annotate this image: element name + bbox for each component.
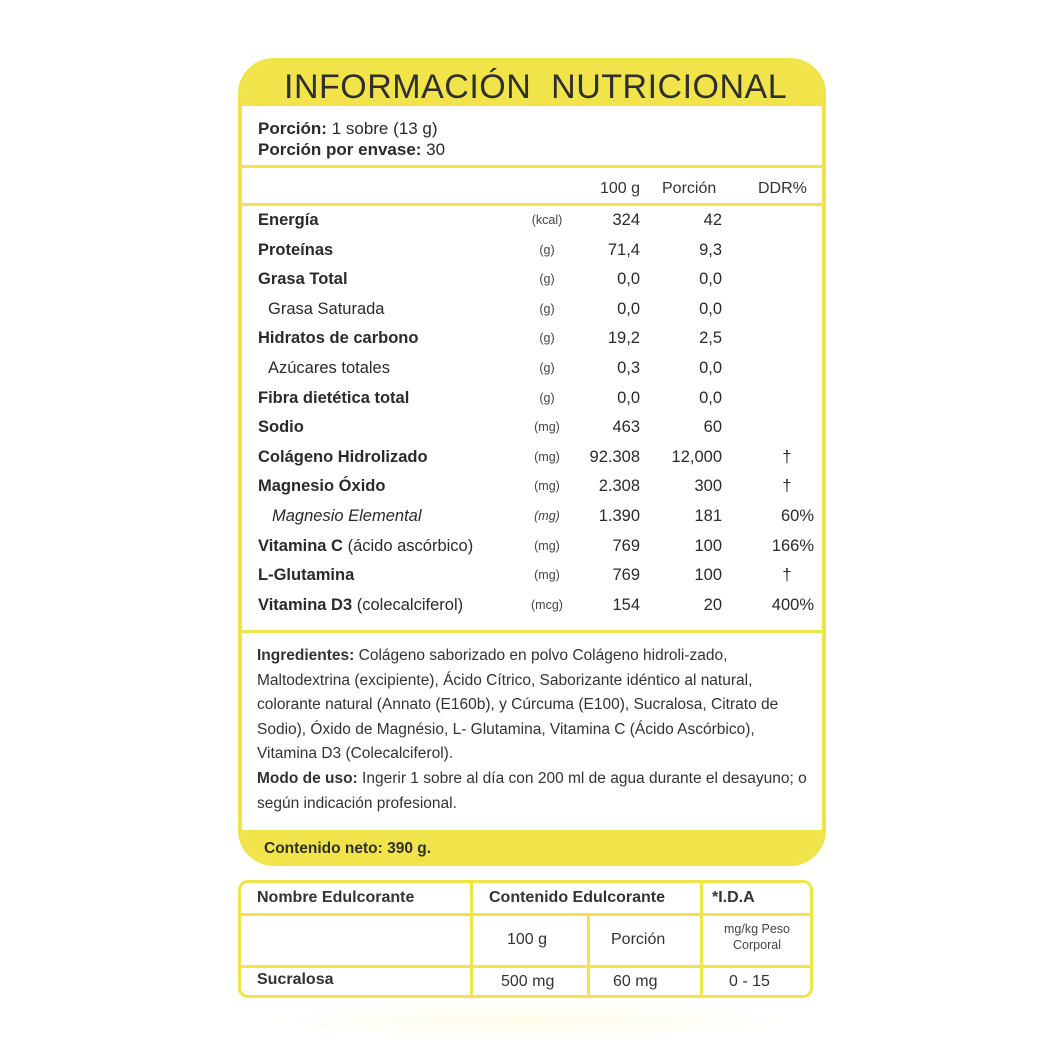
- background-shadow: [260, 1000, 800, 1040]
- nutrient-name: L-Glutamina: [258, 566, 355, 585]
- usage-text: Ingerir 1 sobre al día con 200 ml de agua durante el desayuno; o según indicación profesional.: [257, 769, 807, 812]
- nutrient-row: [242, 354, 822, 384]
- ingredients-text: Colágeno saborizado en polvo Colágeno hidroli-zado, Maltodextrina (excipiente), Ácido Cítrico, Saborizante idéntico al natural, colorante natural (Annato (E160b), y Cúrcuma (E100), Sucralosa, Citrato de Sodio), Óxido de Magnésio, L- Glutamina, Vitamina C (Ácido Ascórbico), Vitamina D3 (Colecalciferol).: [257, 647, 779, 763]
- value-portion: 9,3: [699, 240, 722, 259]
- net-content: Contenido neto: 390 g.: [264, 840, 432, 857]
- nutrient-name: Energía: [258, 211, 319, 229]
- column-header-portion: Porción: [662, 180, 717, 197]
- nutrient-unit: (g): [539, 272, 555, 287]
- value-100g: 71,4: [607, 240, 640, 259]
- sweetener-100g-header: 100 g: [507, 931, 548, 948]
- nutrient-name-bold: Vitamina D3: [258, 595, 353, 614]
- nutrient-name: Magnesio Elemental: [272, 507, 422, 525]
- sweetener-value-100g: 500 mg: [501, 973, 555, 990]
- nutrient-unit: (g): [539, 390, 555, 405]
- nutrient-row: [242, 443, 822, 473]
- nutrient-name: Hidratos de carbono: [258, 329, 419, 348]
- nutrient-name: [258, 537, 473, 556]
- nutrient-row: [242, 384, 822, 414]
- nutrient-unit: (g): [539, 361, 555, 375]
- ingredients-paragraph: [257, 644, 817, 767]
- sweetener-ida-value: 0 - 15: [729, 973, 770, 990]
- nutrition-label: [238, 58, 826, 866]
- nutrient-row: [242, 206, 822, 236]
- nutrient-row: [242, 472, 822, 502]
- label-title: INFORMACIÓN NUTRICIONAL: [284, 68, 788, 106]
- value-100g: 324: [612, 211, 640, 229]
- value-portion: 0,0: [699, 270, 722, 289]
- nutrient-name: Grasa Saturada: [268, 299, 385, 318]
- value-100g: 2.308: [598, 477, 640, 496]
- nutrient-row: [242, 236, 822, 266]
- nutrient-name-detail: (colecalciferol): [352, 595, 464, 614]
- serving-size-label: Porción:: [258, 119, 327, 138]
- value-portion: 100: [694, 566, 722, 585]
- sweetener-portion-header: Porción: [611, 931, 666, 948]
- nutrient-unit: (kcal): [531, 213, 563, 227]
- net-content-bar: [242, 830, 822, 866]
- ingredients-block: [257, 644, 817, 816]
- value-100g: 19,2: [607, 329, 640, 348]
- nutrient-row: [242, 502, 822, 532]
- value-ddr: 166%: [771, 536, 814, 555]
- nutrient-name: Azúcares totales: [268, 359, 390, 377]
- nutrient-unit: (g): [539, 301, 555, 316]
- ida-unit-line: mg/kg Peso: [723, 922, 790, 936]
- value-portion: 0,0: [699, 388, 722, 407]
- nutrient-row: [242, 413, 822, 443]
- column-header-ddr: DDR%: [758, 180, 807, 197]
- value-portion: 0,0: [699, 359, 722, 377]
- nutrient-unit: (mg): [534, 538, 560, 553]
- nutrient-unit: (g): [539, 331, 555, 346]
- value-ddr: 400%: [771, 595, 814, 614]
- nutrient-unit: (mg): [534, 568, 560, 583]
- nutrient-row: [242, 591, 822, 621]
- value-100g: 1.390: [598, 507, 640, 525]
- value-portion: 100: [694, 536, 722, 555]
- value-ddr: †: [782, 447, 792, 466]
- value-portion: 0,0: [699, 299, 722, 318]
- nutrient-name-detail: (ácido ascórbico): [342, 536, 474, 555]
- ida-unit-header: [703, 921, 811, 953]
- nutrient-name: [258, 596, 463, 615]
- nutrient-row: [242, 561, 822, 591]
- usage-paragraph: [257, 767, 817, 816]
- nutrient-name: Grasa Total: [258, 270, 348, 289]
- value-portion: 60: [703, 418, 722, 437]
- value-ddr: †: [782, 566, 792, 585]
- value-portion: 2,5: [699, 329, 722, 348]
- nutrient-name: Colágeno Hidrolizado: [258, 447, 428, 466]
- usage-label: Modo de uso:: [257, 769, 358, 787]
- divider: [241, 965, 810, 968]
- sweetener-content-header: Contenido Edulcorante: [489, 889, 665, 906]
- value-100g: 463: [612, 418, 640, 437]
- divider: [241, 913, 810, 916]
- nutrient-row: [242, 324, 822, 354]
- value-ddr: 60%: [780, 507, 814, 525]
- nutrient-unit: (mg): [534, 479, 560, 494]
- value-ddr: †: [782, 477, 792, 496]
- sweetener-name: Sucralosa: [257, 971, 334, 988]
- nutrient-name: Proteínas: [258, 240, 334, 259]
- ida-unit-line: Corporal: [733, 938, 781, 952]
- nutrient-name: Magnesio Óxido: [258, 477, 386, 496]
- value-100g: 154: [612, 595, 640, 614]
- value-portion: 42: [703, 211, 722, 229]
- serving-size-value: 1 sobre (13 g): [331, 119, 438, 138]
- nutrient-unit: (mg): [534, 449, 560, 464]
- value-100g: 92.308: [589, 447, 640, 466]
- nutrient-name: Fibra dietética total: [258, 388, 410, 407]
- serving-info: [258, 118, 445, 160]
- value-100g: 0,0: [617, 388, 640, 407]
- value-portion: 181: [694, 507, 722, 525]
- divider: [470, 883, 473, 995]
- nutrient-row: [242, 532, 822, 562]
- nutrient-name: Sodio: [258, 418, 304, 437]
- column-header-100g: 100 g: [599, 180, 640, 197]
- divider: [242, 165, 822, 168]
- nutrient-row: [242, 295, 822, 325]
- nutrient-name-bold: Vitamina C: [258, 536, 343, 555]
- value-100g: 769: [612, 536, 640, 555]
- nutrient-unit: (mcg): [531, 597, 563, 612]
- ida-header: *I.D.A: [712, 889, 755, 906]
- value-portion: 300: [694, 477, 722, 496]
- nutrient-row: [242, 265, 822, 295]
- nutrient-unit: (g): [539, 242, 555, 257]
- sweetener-value-portion: 60 mg: [613, 973, 658, 990]
- sweetener-name-header: Nombre Edulcorante: [257, 889, 415, 906]
- value-100g: 0,0: [617, 270, 640, 289]
- sweetener-table: [238, 880, 813, 998]
- value-portion: 12,000: [671, 447, 722, 466]
- servings-per-pack-label: Porción por envase:: [258, 140, 422, 159]
- nutrient-unit: (mg): [534, 509, 560, 523]
- servings-per-pack-value: 30: [426, 140, 446, 159]
- ingredients-label: Ingredientes:: [257, 647, 355, 664]
- value-100g: 0,3: [617, 359, 640, 377]
- divider: [587, 913, 590, 995]
- nutrient-unit: (mg): [534, 420, 560, 435]
- value-100g: 0,0: [617, 299, 640, 318]
- divider: [242, 630, 822, 633]
- value-portion: 20: [703, 595, 722, 614]
- title-bar: [242, 62, 822, 106]
- value-100g: 769: [612, 566, 640, 585]
